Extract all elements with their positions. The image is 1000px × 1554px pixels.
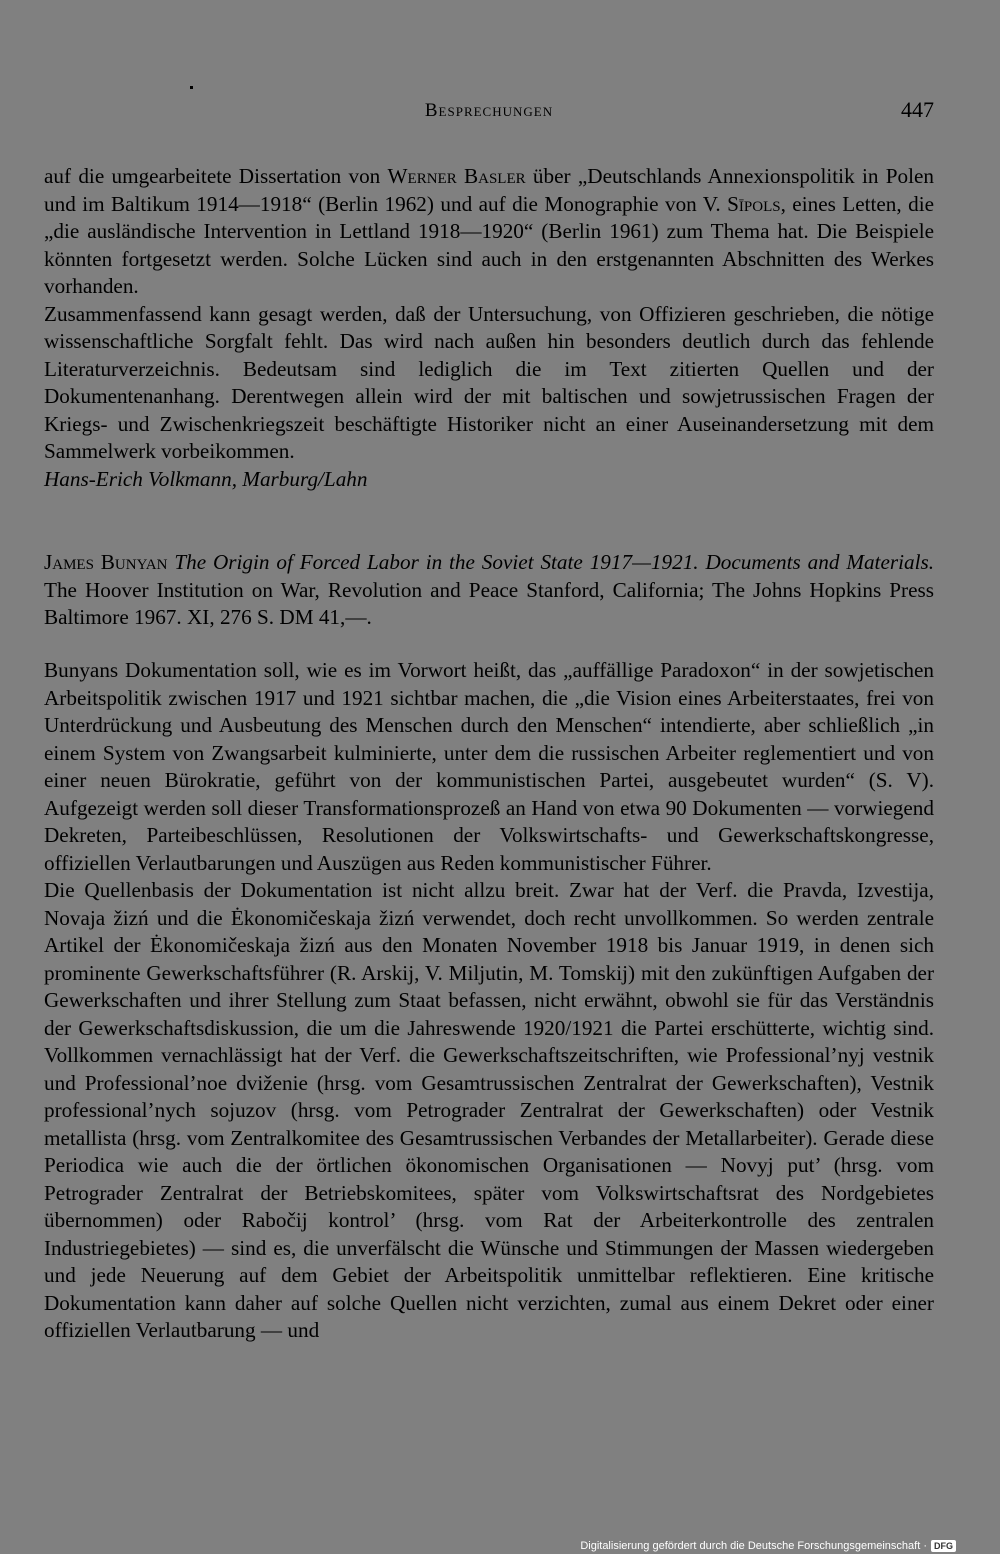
- review-1: [44, 163, 934, 493]
- review-2-paragraph-2: Die Quellenbasis der Dokumentation ist nicht allzu breit. Zwar hat der Verf. die Pravda, Izvestija, Novaja žizń und die Ėkonomičeskaja žizń verwendet, doch recht unvollkommen. So werden zentrale Artikel der Ėkonomičeskaja žizń aus den Monaten November 1918 bis Januar 1919, in denen sich prominente Gewerkschaftsführer (R. Arskij, V. Miljutin, M. Tomskij) mit den zukünftigen Aufgaben der Gewerkschaften und ihrer Stellung zum Staat befassen, nicht erwähnt, obwohl sie für das Verständnis der Gewerkschaftsdiskussion, die um die Jahreswende 1920/1921 die Partei erschütterte, wichtig sind. Vollkommen vernachlässigt hat der Verf. die Gewerkschaftszeitschriften, wie Professional’nyj vestnik und Professional’noe dviženie (hrsg. vom Gesamtrussischen Zentralrat der Gewerkschaften), Vestnik professional’nych sojuzov (hrsg. vom Petrograder Zentralrat der Gewerkschaften) oder Vestnik metallista (hrsg. vom Zentralkomitee des Gesamtrussischen Verbandes der Metallarbeiter). Gerade diese Periodica wie auch die der örtlichen ökonomischen Organisationen — Novyj put’ (hrsg. vom Petrograder Zentralrat der Betriebskomitees, später vom Volkswirtschaftsrat des Nordgebietes übernommen) oder Rabočij kontrol’ (hrsg. vom Rat der Arbeiterkontrolle des zentralen Industriegebietes) — sind es, die unverfälscht die Wünsche und Stimmungen der Massen wiedergeben und jede Neuerung auf dem Gebiet der Arbeitspolitik unmittelbar reflektieren. Eine kritische Dokumentation kann daher auf solche Quellen nicht verzichten, zumal aus einem Dekret oder einer offiziellen Verlautbarung — und: [44, 878, 934, 1342]
- page-number: 447: [901, 97, 934, 122]
- scan-mark: [190, 86, 193, 89]
- dfg-logo: DFG: [931, 1540, 956, 1552]
- review-1-paragraph-1: auf die umgearbeitete Dissertation von Werner Basler über „Deutschlands Annexionspolitik in Polen und im Baltikum 1914—1918“ (Berlin 1962) und auf die Monographie von V. Sīpols, eines Letten, die „die ausländische Intervention in Lettland 1918—1920“ (Berlin 1961) zum Thema hat. Die Beispiele könnten fortgesetzt werden. Solche Lücken sind auch in den erstgenannten Abschnitten des Werkes vorhanden.: [44, 164, 934, 298]
- running-header: [44, 97, 934, 130]
- citation-title: The Origin of Forced Labor in the Soviet State 1917—1921. Documents and Materials.: [174, 550, 935, 574]
- review-2-paragraph-1: Bunyans Dokumentation soll, wie es im Vorwort heißt, das „auffällige Paradoxon“ in der sowjetischen Arbeitspolitik zwischen 1917 und 1921 sichtbar machen, die „die Vision eines Arbeiterstaates, frei von Unterdrückung und Ausbeutung des Menschen durch den Menschen“ intendierte, aber schließlich „in einem System von Zwangsarbeit kulminierte, unter dem die russischen Arbeiter reglementiert und von einer neuen Bürokratie, geführt von der kommunistischen Partei, ausgebeutet wurden“ (S. V). Aufgezeigt werden soll dieser Transformationsprozeß an Hand von etwa 90 Dokumenten — vorwiegend Dekreten, Parteibeschlüssen, Resolutionen der Volkswirtschafts- und Gewerkschaftskongresse, offiziellen Verlautbarungen und Auszügen aus Reden kommunistischer Führer.: [44, 658, 934, 875]
- author-name: Werner Basler: [387, 164, 526, 188]
- author-name: Sīpols: [727, 191, 781, 216]
- reviewer-signature: Hans-Erich Volkmann, Marburg/Lahn: [44, 466, 368, 491]
- running-title: Besprechungen: [424, 100, 554, 121]
- review-2-body: [44, 657, 934, 1345]
- review-2-citation: [44, 549, 934, 632]
- citation-author: James Bunyan: [44, 550, 168, 574]
- citation-publisher: The Hoover Institution on War, Revolution and Peace Stanford, California; The Johns Hopkins Press Baltimore 1967. XI, 276 S. DM 41,—.: [44, 577, 934, 629]
- citation: [44, 549, 934, 632]
- footer-text: Digitalisierung gefördert durch die Deutsche Forschungsgemeinschaft ·: [580, 1540, 927, 1552]
- review-1-paragraph-2: Zusammenfassend kann gesagt werden, daß der Untersuchung, von Offizieren geschrieben, die nötige wissenschaftliche Sorgfalt fehlt. Das wird nach außen hin besonders deutlich durch das fehlende Literaturverzeichnis. Bedeutsam sind lediglich die im Text zitierten Quellen und der Dokumentenanhang. Derentwegen allein wird der mit baltischen und sowjetrussischen Fragen der Kriegs- und Zwischenkriegszeit beschäftigte Historiker nicht an einer Auseinandersetzung mit dem Sammelwerk vorbeikommen.: [44, 301, 934, 463]
- digitization-footer: [580, 1540, 956, 1552]
